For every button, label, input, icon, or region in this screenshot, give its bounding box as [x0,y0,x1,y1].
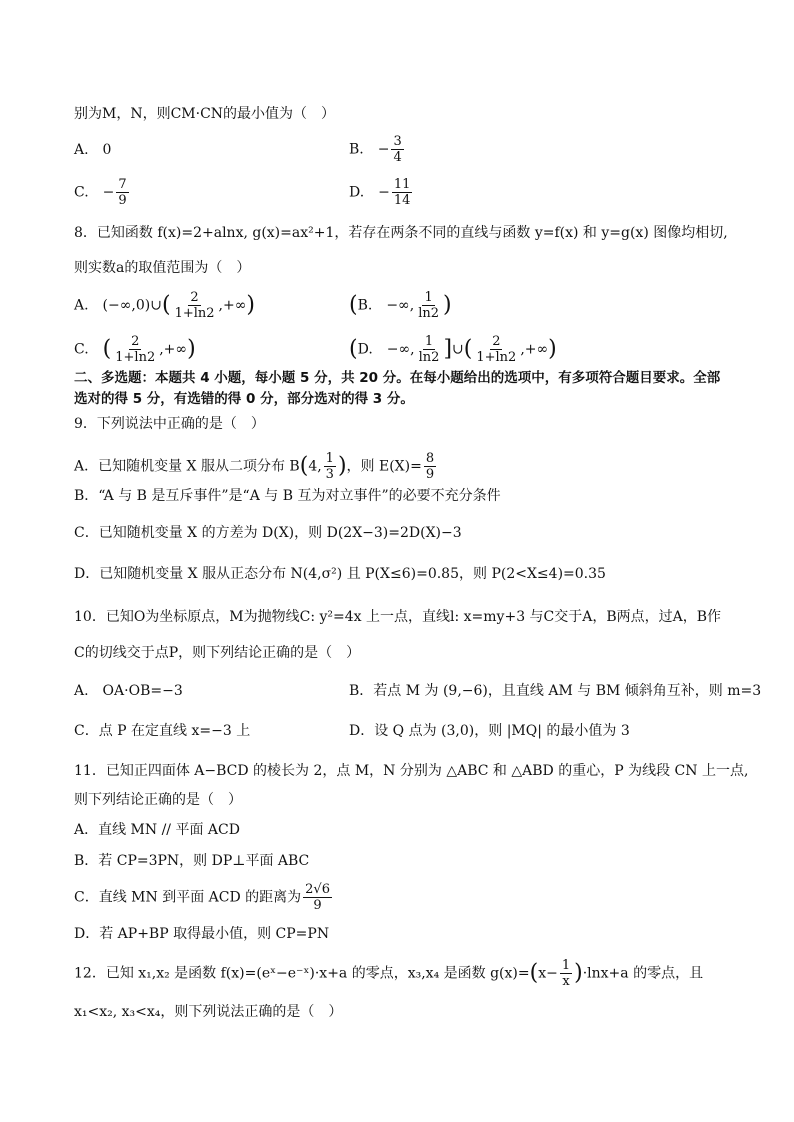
q11-c-prefix: C．直线 MN 到平面 ACD 的距离为 [74,889,302,906]
q12-num: 1 [561,958,571,973]
q8-d-num1: 1 [424,334,434,349]
q9-a-prefix: A．已知随机变量 X 服从二项分布 B [74,458,300,475]
q12-stem-line2: x₁<x₂, x₃<x₄，则下列说法正确的是（ ） [74,1004,343,1020]
q12-stem-line1: 12．已知 x₁,x₂ 是函数 f(x)=(eˣ−e⁻ˣ)·x+a 的零点，x₃,x₄ 是函数 g(x)=(x− $\frac{1}{x}$ )·lnx+a 的零点，且 [74,958,704,989]
q8-c-den: 1+ln2 [115,350,156,365]
q7-b-num: 3 [393,134,402,149]
q8-b-fraction [416,290,441,321]
q8-a-suffix: ,+∞ [218,297,247,314]
q8-c-suffix: ,+∞ [159,341,188,358]
q7-d-prefix: D. − [349,184,390,201]
q8-d-den2: 1+ln2 [476,350,517,365]
q11-option-b: B．若 CP=3PN，则 DP⊥平面 ABC [74,853,310,869]
q7-d-num: 11 [393,177,411,192]
q8-d-fraction2 [474,334,518,365]
q10-option-b: B．若点 M 为 (9,−6)，且直线 AM 与 BM 倾斜角互补，则 m=3 [349,683,762,699]
q9-a-den2: 9 [425,467,435,482]
q7-c-den: 9 [118,193,127,208]
q10-stem-line1: 10．已知O为坐标原点，M为抛物线C: y²=4x 上一点，直线l: x=my+3 与C交于A，B两点，过A，B作 [74,609,722,625]
q9-a-suffix: ，则 E(X)= [346,458,422,475]
q9-option-b: B．“A 与 B 是互斥事件”是“A 与 B 互为对立事件”的必要不充分条件 [74,488,501,504]
q12-prefix: 12．已知 x₁,x₂ 是函数 f(x)=(eˣ−e⁻ˣ)·x+a 的零点，x₃,x₄ 是函数 g(x)= [74,965,530,982]
q7-b-den: 4 [393,150,402,165]
q11-stem-line1: 11．已知正四面体 A−BCD 的棱长为 2，点 M，N 分别为 △ABC 和 △ABD 的重心，P 为线段 CN 上一点, [74,763,749,779]
q8-c-fraction [113,334,157,365]
q11-c-num: 2√6 [305,882,330,897]
q7-b-fraction [391,134,403,165]
q9-stem: 9．下列说法中正确的是（ ） [74,416,265,432]
q8-d-suffix: ,+∞ [520,341,549,358]
q7-d-fraction [392,177,413,208]
q9-a-num2: 8 [425,451,435,466]
q12-mid: x− [538,965,558,982]
q10-option-c: C．点 P 在定直线 x=−3 上 [74,723,251,739]
q11-option-d: D．若 AP+BP 取得最小值，则 CP=PN [74,926,330,942]
q8-d-prefix: D. −∞, [357,341,415,358]
q12-fraction [560,958,572,989]
q8-b-den: ln2 [418,306,439,321]
q8-stem-line1: 8．已知函数 f(x)=2+alnx, g(x)=ax²+1，若存在两条不同的直线与函数 y=f(x) 和 y=g(x) 图像均相切, [74,225,728,241]
q9-option-d: D．已知随机变量 X 服从正态分布 N(4,σ²) 且 P(X≤6)=0.85，则 P(2<X≤4)=0.35 [74,566,606,582]
q7-b-prefix: B. − [349,141,390,158]
q7-c-fraction [116,177,128,208]
section2-heading-line1: 二、多选题：本题共 4 小题，每小题 5 分，共 20 分。在每小题给出的选项中，有多项符合题目要求。全部 [74,370,721,386]
q8-a-prefix: A. (−∞,0)∪ [74,297,162,314]
q11-stem-line2: 则下列结论正确的是（ ） [74,792,242,808]
q8-b-prefix: B. −∞, [357,297,415,314]
q9-option-a: A．已知随机变量 X 服从二项分布 B(4, $\frac{1}{3}$ )，则 E(X)= $\frac{8}{9}$ [74,451,435,482]
q11-option-c [74,882,334,913]
q8-option-c: C. ( $\frac{2}{1+\ln 2}$ ,+∞) [74,334,196,365]
q11-option-a: A．直线 MN // 平面 ACD [74,822,240,838]
q8-b-num: 1 [424,290,433,305]
section2-heading-line2: 选对的得 5 分，有选错的得 0 分，部分选对的得 3 分。 [74,391,414,407]
q12-suffix: ·lnx+a 的零点，且 [582,965,704,982]
q7-option-c [74,177,131,208]
q7-c-prefix: C. − [74,184,115,201]
q10-option-a: A. OA·OB=−3 [74,683,183,699]
q10-stem-line2: C的切线交于点P，则下列结论正确的是（ ） [74,645,361,661]
q8-d-union: ∪ [452,341,464,358]
q11-c-fraction [303,882,332,913]
q7-option-a: A. 0 [74,142,112,158]
q9-option-c: C．已知随机变量 X 的方差为 D(X)，则 D(2X−3)=2D(X)−3 [74,525,462,541]
q8-a-num: 2 [190,290,199,305]
q8-d-den1: ln2 [418,350,440,365]
q8-c-num: 2 [131,334,140,349]
q12-den: x [562,974,570,989]
q9-a-mid: 4, [308,458,322,475]
q9-a-den: 3 [325,467,334,482]
q8-stem-line2: 则实数a的取值范围为（ ） [74,260,251,276]
q8-option-a: A. (−∞,0)∪( $\frac{2}{1+\ln 2}$ ,+∞) [74,290,255,321]
q7-option-d [349,177,414,208]
q11-c-den: 9 [313,898,322,913]
q9-a-fraction [324,451,336,482]
q7-c-num: 7 [118,177,127,192]
q8-a-den: 1+ln2 [174,306,215,321]
q7-d-den: 14 [393,193,411,208]
q7-option-b [349,134,406,165]
q8-option-d: (D. −∞, $\frac{1}{\ln 2}$ ]∪( $\frac{2}{1+\ln 2}$ ,+∞) [349,334,557,365]
q8-a-fraction [173,290,217,321]
q8-d-fraction1 [417,334,442,365]
q8-c-prefix: C. [74,341,103,358]
q7-stem-tail: 别为M，N，则CM·CN的最小值为（ ） [74,106,336,122]
q8-option-b: (B. −∞, $\frac{1}{\ln 2}$ ) [349,290,452,321]
q9-a-num: 1 [325,451,334,466]
q10-option-d: D．设 Q 点为 (3,0)，则 |MQ| 的最小值为 3 [349,723,630,739]
q8-d-num2: 2 [492,334,501,349]
q9-a-fraction2 [424,451,436,482]
